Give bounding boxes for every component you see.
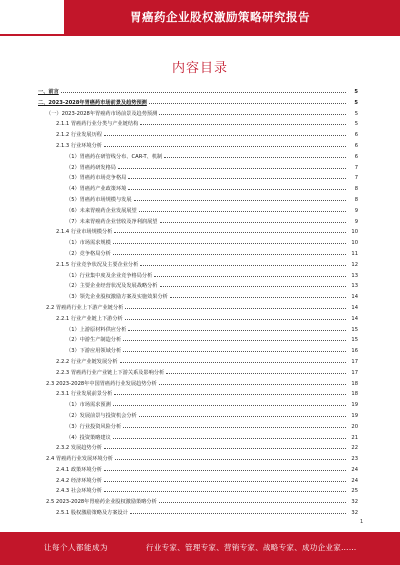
- toc-entry-label: （3）胃癌药市场竞争格局: [66, 175, 127, 182]
- toc-heading: 内容目录: [171, 61, 228, 76]
- toc-entry-label: （7）未来胃癌药企业营收及净利润展望: [66, 218, 158, 225]
- toc-entry[interactable]: [38, 388, 358, 399]
- toc-entry-page: 5: [354, 121, 358, 128]
- toc-leader-dots: [159, 496, 346, 503]
- toc-entry-page: 10: [351, 240, 358, 247]
- toc-entry-label: 2.3.1 行业发展前景分析: [56, 391, 113, 398]
- toc-leader-dots: [125, 313, 346, 320]
- toc-leader-dots: [61, 86, 346, 93]
- toc-entry-label: 2.1.3 行业环境分析: [56, 142, 102, 149]
- toc-leader-dots: [104, 485, 346, 492]
- page-footer: [0, 532, 400, 565]
- toc-leader-dots: [104, 140, 346, 147]
- toc-entry-label: 一、前言: [38, 89, 59, 95]
- toc-entry-page: 18: [351, 391, 358, 398]
- toc-entry-page: 17: [351, 358, 358, 365]
- toc-entry-page: 22: [351, 445, 358, 452]
- toc-entry-page: 20: [351, 423, 358, 430]
- toc-leader-dots: [130, 507, 346, 514]
- toc-leader-dots: [114, 226, 346, 233]
- toc-entry-label: 2.4.3 社会环境分析: [56, 488, 102, 495]
- toc-entry-page: 12: [351, 261, 358, 268]
- page-number: 1: [360, 519, 364, 525]
- toc-leader-dots: [104, 464, 346, 471]
- toc-entry-label: 2.4 胃癌药行业发展环境分析: [46, 456, 113, 463]
- toc-entry[interactable]: [38, 183, 358, 194]
- toc-entry[interactable]: [38, 118, 358, 129]
- toc-entry-page: 8: [354, 186, 358, 193]
- toc-leader-dots: [113, 432, 346, 439]
- toc-entry[interactable]: [38, 248, 358, 259]
- toc-entry-page: 15: [351, 337, 358, 344]
- toc-entry-page: 14: [351, 315, 358, 322]
- toc-entry-label: 2.1.1 胃癌药行业分类与产业链结构: [56, 121, 139, 128]
- toc-entry[interactable]: [38, 140, 358, 151]
- toc-entry[interactable]: [38, 421, 358, 432]
- toc-entry[interactable]: [38, 475, 358, 486]
- toc-entry-label: 2.2 胃癌药行业上下游产业链分析: [46, 304, 124, 311]
- toc-entry-page: 32: [351, 510, 358, 517]
- toc-entry-page: 8: [354, 196, 358, 203]
- toc-leader-dots: [123, 334, 346, 341]
- toc-entry-label: （4）胃癌药产业政策环境: [66, 186, 127, 193]
- toc-entry[interactable]: [38, 205, 358, 216]
- toc-entry-label: （1）上游原材料供应分析: [66, 326, 127, 333]
- toc-entry-label: 2.2.2 行业产业链发展分析: [56, 358, 118, 365]
- toc-leader-dots: [140, 118, 346, 125]
- toc-entry-page: 18: [351, 380, 358, 387]
- toc-entry-page: 5: [354, 89, 358, 95]
- toc-entry-label: 2.5.1 股权激励策略及方案设计: [56, 510, 128, 517]
- toc-entry[interactable]: [38, 108, 358, 119]
- toc-entry-label: （3）下游应用领域分析: [66, 348, 122, 355]
- toc-entry-label: （2）发展前景与投资机会分析: [66, 412, 137, 419]
- toc-leader-dots: [139, 205, 346, 212]
- toc-entry-label: 2.2.3 胃癌药行业产业链上下游关系及影响分析: [56, 369, 165, 376]
- toc-entry-label: （3）行业投资风险分析: [66, 423, 122, 430]
- toc-entry-label: 2.1.5 行业竞争状况及主要企业分析: [56, 261, 139, 268]
- toc-leader-dots: [134, 194, 346, 201]
- toc-leader-dots: [113, 399, 346, 406]
- toc-leader-dots: [164, 151, 346, 158]
- toc-entry[interactable]: [38, 259, 358, 270]
- toc-leader-dots: [114, 388, 346, 395]
- table-of-contents: [38, 86, 358, 518]
- toc-entry[interactable]: [38, 399, 358, 410]
- toc-leader-dots: [159, 378, 346, 385]
- toc-leader-dots: [113, 248, 346, 255]
- toc-entry[interactable]: [38, 485, 358, 496]
- toc-entry[interactable]: [38, 367, 358, 378]
- toc-leader-dots: [139, 410, 346, 417]
- toc-entry-label: 2.3 2023-2028年中国胃癌药行业发展趋势分析: [46, 380, 157, 387]
- toc-entry-label: 2.1.2 行业发展历程: [56, 132, 102, 139]
- toc-leader-dots: [128, 183, 346, 190]
- toc-entry[interactable]: [38, 86, 358, 97]
- toc-leader-dots: [113, 237, 346, 244]
- toc-entry[interactable]: [38, 237, 358, 248]
- toc-entry-label: 2.5 2023-2028年胃癌药企业股权激励策略分析: [46, 499, 157, 506]
- toc-entry[interactable]: [38, 151, 358, 162]
- toc-leader-dots: [140, 259, 346, 266]
- toc-entry[interactable]: [38, 129, 358, 140]
- toc-leader-dots: [123, 421, 346, 428]
- toc-leader-dots: [115, 453, 346, 460]
- toc-entry-page: 6: [354, 142, 358, 149]
- toc-entry-page: 16: [351, 348, 358, 355]
- toc-entry-label: （1）市场需求预测: [66, 402, 111, 409]
- toc-entry-label: 2.3.2 发展趋势分析: [56, 445, 102, 452]
- toc-entry[interactable]: [38, 345, 358, 356]
- toc-leader-dots: [104, 442, 346, 449]
- toc-entry-label: 2.2.1 行业产业链上下游分析: [56, 315, 123, 322]
- toc-leader-dots: [149, 97, 346, 104]
- toc-entry[interactable]: [38, 162, 358, 173]
- toc-leader-dots: [118, 162, 346, 169]
- toc-entry[interactable]: [38, 226, 358, 237]
- toc-leader-dots: [170, 291, 346, 298]
- toc-entry-label: 二、2023-2028年胃癌药市场前景及趋势预测: [38, 99, 147, 106]
- footer-slogan-left: 让每个人都能成为: [44, 543, 108, 552]
- toc-entry[interactable]: [38, 496, 358, 507]
- toc-entry-label: （2）主要企业经营状况及发展战略分析: [66, 283, 158, 290]
- toc-entry-page: 13: [351, 272, 358, 279]
- toc-entry-label: 2.1.4 行业市场规模分析: [56, 229, 113, 236]
- toc-leader-dots: [120, 356, 346, 363]
- toc-entry-label: （一）2023-2028年胃癌药市场前景及趋势预测: [46, 110, 158, 117]
- toc-leader-dots: [123, 345, 346, 352]
- toc-entry-page: 5: [354, 110, 358, 117]
- toc-entry-page: 25: [351, 488, 358, 495]
- toc-entry-page: 19: [351, 402, 358, 409]
- toc-entry-page: 11: [351, 250, 358, 257]
- toc-entry[interactable]: [38, 172, 358, 183]
- toc-entry-page: 5: [354, 99, 358, 106]
- toc-entry-page: 21: [351, 434, 358, 441]
- toc-entry-page: 14: [351, 294, 358, 301]
- toc-entry-label: （3）领先企业股权激励方案及实施效果分析: [66, 294, 168, 301]
- toc-entry-label: （2）中游生产制造分析: [66, 337, 122, 344]
- toc-entry-page: 24: [351, 477, 358, 484]
- footer-slogan-right: 行业专家、管理专家、营销专家、战略专家、成功企业家……: [146, 543, 357, 552]
- toc-leader-dots: [160, 216, 347, 223]
- toc-entry-label: （1）市场需求规模: [66, 240, 111, 247]
- page-header: [0, 0, 400, 36]
- toc-leader-dots: [125, 302, 346, 309]
- toc-entry[interactable]: [38, 410, 358, 421]
- toc-entry[interactable]: [38, 464, 358, 475]
- toc-entry-page: 13: [351, 283, 358, 290]
- toc-entry-page: 7: [354, 164, 358, 171]
- toc-entry[interactable]: [38, 291, 358, 302]
- toc-entry-page: 14: [351, 304, 358, 311]
- toc-entry[interactable]: [38, 270, 358, 281]
- toc-entry-label: （2）竞争格局分析: [66, 250, 111, 257]
- toc-entry-label: 2.4.1 政策环境分析: [56, 466, 102, 473]
- toc-leader-dots: [160, 280, 347, 287]
- toc-entry-page: 32: [351, 499, 358, 506]
- toc-entry[interactable]: [38, 97, 358, 108]
- toc-entry-page: 19: [351, 412, 358, 419]
- toc-entry[interactable]: [38, 356, 358, 367]
- toc-entry-label: （5）胃癌药市场规模与发展: [66, 196, 132, 203]
- toc-entry[interactable]: [38, 378, 358, 389]
- toc-entry-page: 7: [354, 175, 358, 182]
- report-title: 胃癌药企业股权激励策略研究报告: [130, 10, 310, 24]
- toc-entry-page: 23: [351, 456, 358, 463]
- toc-entry[interactable]: [38, 216, 358, 227]
- toc-entry-page: 17: [351, 369, 358, 376]
- toc-entry-label: （1）行业集中度及企业竞争格局分析: [66, 272, 153, 279]
- toc-entry-page: 10: [351, 229, 358, 236]
- toc-leader-dots: [154, 270, 346, 277]
- toc-entry-label: （1）胃癌药在研管线分布、CAR-T、机制: [66, 153, 163, 160]
- toc-entry[interactable]: [38, 324, 358, 335]
- toc-entry[interactable]: [38, 453, 358, 464]
- toc-entry-label: （4）投资策略建议: [66, 434, 111, 441]
- toc-entry-label: （6）未来胃癌药企业发展展望: [66, 207, 137, 214]
- toc-entry-page: 9: [354, 207, 358, 214]
- toc-leader-dots: [166, 367, 346, 374]
- toc-entry[interactable]: [38, 334, 358, 345]
- toc-leader-dots: [104, 475, 346, 482]
- toc-leader-dots: [128, 324, 346, 331]
- toc-leader-dots: [159, 108, 346, 115]
- toc-entry-label: （2）胃癌药研发格局: [66, 164, 116, 171]
- toc-entry[interactable]: [38, 194, 358, 205]
- toc-entry-page: 9: [354, 218, 358, 225]
- toc-entry-page: 6: [354, 153, 358, 160]
- toc-entry[interactable]: [38, 313, 358, 324]
- toc-entry-page: 24: [351, 466, 358, 473]
- toc-entry[interactable]: [38, 432, 358, 443]
- toc-leader-dots: [104, 129, 346, 136]
- toc-entry-page: 6: [354, 132, 358, 139]
- toc-entry-page: 15: [351, 326, 358, 333]
- toc-entry-label: 2.4.2 经济环境分析: [56, 477, 102, 484]
- toc-entry[interactable]: [38, 302, 358, 313]
- toc-leader-dots: [128, 172, 346, 179]
- toc-entry[interactable]: [38, 280, 358, 291]
- toc-entry[interactable]: [38, 507, 358, 518]
- toc-entry[interactable]: [38, 442, 358, 453]
